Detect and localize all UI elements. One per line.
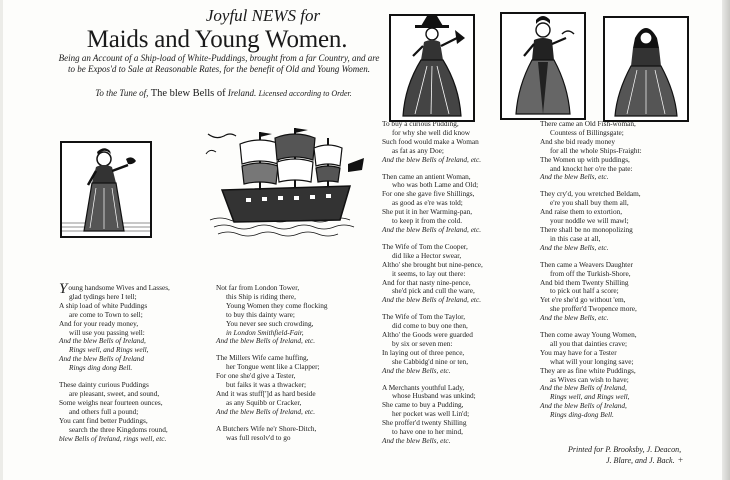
- verse-line: in London Smithfield-Fair,: [226, 327, 304, 337]
- verse-line: Then come away Young Women,: [540, 330, 637, 340]
- verse-line: And the blew Bells of Ireland,: [59, 336, 146, 346]
- woodcut-woman-in-gown: [500, 12, 586, 120]
- verse-line: as fat as any Doe;: [392, 145, 444, 155]
- verse-line: all you that dainties crave;: [550, 338, 627, 348]
- verse-line: this Ship is riding there,: [226, 291, 296, 301]
- verse-line: Rings well, and Rings well,: [69, 345, 149, 355]
- verse-line: Young Women they come flocking: [226, 300, 328, 310]
- verse-line: blew Bells of Ireland, rings well, etc.: [59, 433, 167, 443]
- scan-left-edge: [0, 0, 3, 480]
- verse-line: And raise them to extortion,: [540, 207, 623, 217]
- imprint-line-1: Printed for P. Brooksby, J. Deacon,: [568, 445, 682, 454]
- verse-line: did come to buy one then,: [392, 321, 468, 331]
- verse-line: and others full a pound;: [69, 406, 139, 416]
- tune-name: The blew Bells of: [150, 88, 226, 99]
- verse-line: Rings well, and Rings well,: [550, 392, 630, 402]
- verse-line: to keep it from the cold.: [392, 216, 463, 226]
- verse-line: as Wives can wish to have;: [550, 374, 629, 384]
- verse-column-1: [59, 281, 209, 443]
- title-line-2: Maids and Young Women.: [86, 26, 348, 53]
- scan-right-edge: [722, 0, 730, 480]
- verse-line: And the blew Bells, etc.: [540, 242, 609, 252]
- verse-line: Rings ding dong Bell.: [69, 363, 133, 373]
- verse-line: A Butchers Wife ne'r Shore-Ditch,: [216, 423, 317, 433]
- title-line-1: Joyful NEWS for: [205, 6, 321, 25]
- woodcut-woman-with-hat: [389, 14, 475, 122]
- verse-line: She put it in her Warming-pan,: [382, 207, 473, 217]
- verse-line: glad tydings here I tell;: [69, 291, 137, 301]
- verse-line: And the blew Bells of Ireland, etc.: [382, 154, 482, 164]
- verse-line: And the blew Bells, etc.: [382, 365, 451, 375]
- tune-licensed: Licensed according to Order.: [258, 89, 352, 98]
- verse-line: In laying out of three pence,: [382, 347, 465, 357]
- verse-line: They cry'd, you wretched Beldam,: [540, 189, 641, 199]
- woodcut-woman-in-hood: [603, 16, 689, 122]
- verse-line: You may have for a Tester: [540, 347, 617, 357]
- cross-mark-icon: +: [678, 455, 684, 465]
- verse-line: And it was stuff[']d as hard beside: [216, 388, 316, 398]
- verse-line: You never see such crowding,: [226, 318, 314, 328]
- verse-line: search the three Kingdoms round,: [69, 424, 168, 434]
- verse-line: And the blew Bells, etc.: [382, 436, 451, 445]
- tune-line: [56, 88, 391, 99]
- verse-line: as any Squibb or Cracker,: [226, 397, 302, 407]
- imprint-line-2: J. Blare, and J. Back.: [606, 456, 675, 465]
- imprint: [568, 444, 718, 466]
- verse-line: Altho' the Goods were guarded: [382, 330, 473, 340]
- verse-line: These dainty curious Puddings: [59, 380, 149, 390]
- verse-line: And she bid ready money: [540, 136, 615, 146]
- verse-line: And the blew Bells of Ireland, etc.: [382, 295, 482, 305]
- verse-line: To buy a curious Pudding,: [382, 119, 459, 128]
- verse-line: And the blew Bells of Ireland, etc.: [382, 224, 482, 234]
- verse-column-2: [216, 284, 366, 443]
- verse-line: she'd pick and cull the ware,: [392, 286, 475, 296]
- verse-line: A ship load of white Puddings: [59, 300, 148, 310]
- verse-line: There came an Old Fish-woman,: [540, 119, 636, 128]
- verse-line: what will your longing save;: [550, 356, 634, 366]
- verse-line: A Merchants youthful Lady,: [382, 382, 465, 392]
- verse-line: Yet e're she'd go without 'em,: [540, 295, 626, 305]
- verse-line: The Women up with puddings,: [540, 154, 630, 164]
- verse-line: Rings ding-dong Bell.: [550, 410, 614, 420]
- verse-line: will use you passing well:: [69, 327, 145, 337]
- verse-column-4: [540, 120, 700, 420]
- verse-line: And for that nasty nine-pence,: [382, 277, 471, 287]
- verse-line: The Wife of Tom the Taylor,: [382, 312, 466, 322]
- subtitle: Being an Account of a Ship-load of White-Puddings, brought from a far Country, and are to be Expos'd to Sale at Reasonable Rates, for the benefit of Old and Young Women.: [58, 53, 380, 74]
- verse-line: she proffer'd Twopence more,: [550, 304, 637, 314]
- verse-line: for all the whole Ships-Fraight:: [550, 145, 642, 155]
- drop-cap: Y: [59, 281, 68, 297]
- verse-line: Some weighs near fourteen ounces,: [59, 397, 163, 407]
- verse-line: And the blew Bells, etc.: [540, 313, 609, 323]
- verse-line: And the blew Bells of Ireland, etc.: [216, 336, 316, 346]
- verse-line: and knockt her o're the pate:: [550, 163, 633, 173]
- verse-line: but faiks it was a thwacker;: [226, 380, 307, 390]
- verse-line: They are as fine white Puddings,: [540, 365, 636, 375]
- verse-line: her Tongue went like a Clapper;: [226, 362, 320, 372]
- verse-line: For one she'd give a Tester,: [216, 371, 296, 381]
- verse-line: your noddle we will mawl;: [550, 216, 629, 226]
- verse-line: e're you shall buy them all,: [550, 198, 629, 208]
- verse-line: was full resolv'd to go: [226, 432, 291, 442]
- verse-line: whose Husband was unkind;: [392, 391, 476, 401]
- verse-line: The Wife of Tom the Cooper,: [382, 241, 468, 251]
- verse-line: Not far from London Tower,: [216, 283, 300, 292]
- verse-line: Such food would make a Woman: [382, 136, 479, 146]
- verse-line: as good as e're was told;: [392, 198, 463, 208]
- verse-line: from off the Turkish-Shore,: [550, 268, 631, 278]
- verse-line: did like a Hector swear,: [392, 250, 462, 260]
- verse-line: her pocket was well Lin'd;: [392, 409, 470, 419]
- tune-place: Ireland.: [227, 88, 257, 98]
- verse-line: Countess of Billingsgate;: [550, 127, 624, 137]
- verse-line: And the blew Bells of Ireland,: [540, 383, 627, 393]
- verse-line: to pick out half a score;: [550, 286, 619, 296]
- verse-line: Then came an antient Woman,: [382, 171, 471, 181]
- verse-line: And bid them Twenty Shilling: [540, 277, 629, 287]
- verse-line: And for your ready money,: [59, 318, 139, 328]
- verse-line: to buy this dainty ware;: [226, 309, 295, 319]
- verse-line: You cant find better Puddings,: [59, 415, 148, 425]
- verse-column-3: [382, 120, 532, 446]
- verse-line: The Millers Wife came huffing,: [216, 353, 309, 363]
- woodcut-sailing-ship: [200, 124, 370, 239]
- verse-line: And the blew Bells of Ireland, etc.: [216, 406, 316, 416]
- verse-line: Young handsome Wives and Lasses,: [59, 281, 170, 297]
- verse-line: She proffer'd twenty Shilling: [382, 418, 467, 428]
- verse-line: in this case at all,: [550, 233, 601, 243]
- verse-line: And the blew Bells, etc.: [540, 172, 609, 182]
- tune-prefix: To the Tune of,: [95, 88, 149, 98]
- verse-line: And the blew Bells of Ireland,: [540, 401, 627, 411]
- verse-line: who was both Lame and Old;: [392, 180, 479, 190]
- verse-line: And the blew Bells of Ireland: [59, 354, 145, 364]
- verse-line: She came to buy a Pudding,: [382, 400, 464, 410]
- woodcut-woman-with-bird: [60, 141, 152, 238]
- verse-line: it seems, to lay out there:: [392, 268, 466, 278]
- verse-line: Then came a Weavers Daughter: [540, 259, 633, 269]
- verse-line: Altho' she brought but nine-pence,: [382, 259, 483, 269]
- verse-line: to have one to her mind,: [392, 427, 463, 437]
- verse-line: are pleasant, sweet, and sound,: [69, 388, 160, 398]
- verse-line: are come to Town to sell;: [69, 309, 143, 319]
- verse-line: There shall be no monopolizing: [540, 224, 633, 234]
- verse-line: by six or seven men:: [392, 338, 453, 348]
- verse-line: For one she gave five Shillings,: [382, 189, 475, 199]
- verse-line: for why she well did know: [392, 127, 471, 137]
- verse-line: she Cabbidg'd nine or ten,: [392, 356, 469, 366]
